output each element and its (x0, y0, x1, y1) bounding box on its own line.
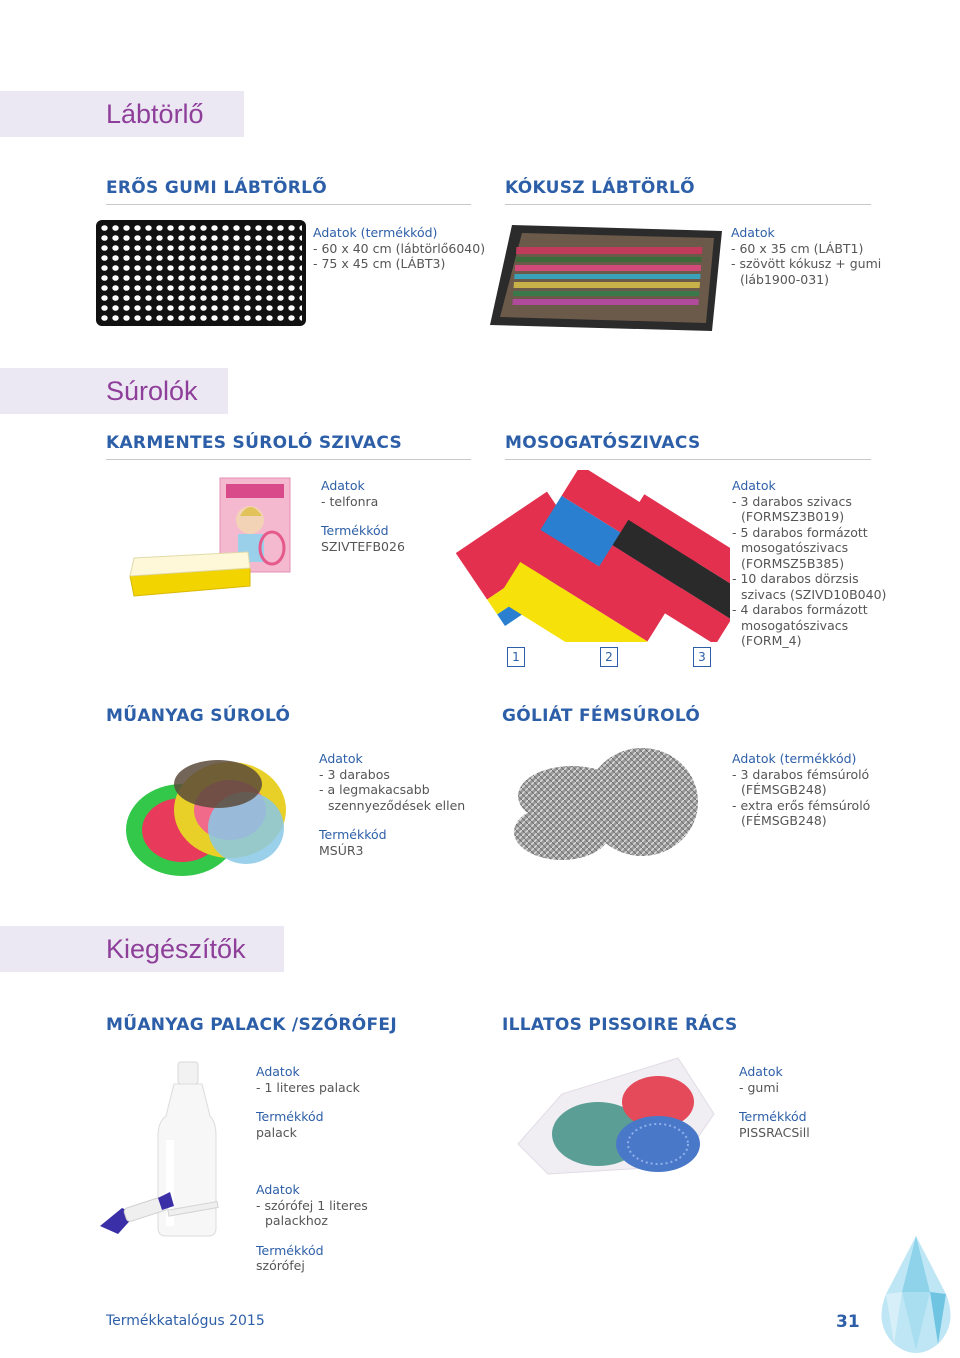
product-title-goliat: GÓLIÁT FÉMSÚROLÓ (502, 706, 701, 726)
urinal-screen-image (508, 1054, 720, 1178)
section-title-kiegeszitok: Kiegészítők (0, 926, 284, 972)
section-title-labtorlo: Lábtörlő (0, 91, 244, 137)
product-code: MSÚR3 (319, 842, 364, 858)
product-code: PISSRACSill (739, 1124, 810, 1140)
section-title-surolok: Súrolók (0, 368, 228, 414)
code-label: Termékkód (256, 1109, 324, 1124)
code-label: Termékkód (256, 1242, 324, 1258)
variant-number-3: 3 (693, 647, 711, 667)
water-drop-logo-icon (872, 1232, 960, 1358)
data-label: Adatok (731, 225, 775, 240)
coconut-mat-image (490, 225, 722, 331)
info-goliat (732, 751, 870, 829)
data-line: - gumi (739, 1079, 779, 1095)
product-title-muanyag-suro: MŰANYAG SÚROLÓ (106, 706, 291, 726)
data-line: mosogatószivacs (741, 617, 849, 633)
code-label: Termékkód (739, 1109, 807, 1124)
data-label: Adatok (256, 1064, 300, 1079)
data-line: - szórófej 1 literes (256, 1197, 368, 1213)
data-line: - 10 darabos dörzsis (732, 571, 859, 586)
rubber-mat-image (96, 220, 306, 326)
product-code: SZIVTEFB026 (321, 538, 405, 554)
data-line: - 3 darabos fémsúroló (732, 766, 870, 782)
data-label: Adatok (termékkód) (313, 225, 438, 240)
data-label: Adatok (732, 478, 776, 493)
data-line: - 1 literes palack (256, 1079, 360, 1095)
data-line: (FORM_4) (741, 633, 802, 648)
code-label: Termékkód (321, 523, 389, 538)
product-title-eros-gumi: ERŐS GUMI LÁBTÖRLŐ (106, 178, 471, 205)
data-label: Adatok (319, 751, 363, 766)
product-title-mosogato: MOSOGATÓSZIVACS (505, 433, 871, 460)
steel-scrubbers-image (510, 746, 706, 866)
info-mosogato (732, 478, 886, 649)
code-label: Termékkód (319, 827, 387, 842)
product-title-karmentes: KARMENTES SÚROLÓ SZIVACS (106, 433, 471, 460)
variant-number-2: 2 (600, 647, 618, 667)
info-eros-gumi (313, 225, 485, 272)
variant-number-1: 1 (507, 647, 525, 667)
data-line: - 4 darabos formázott (732, 602, 868, 617)
data-line: - 75 x 45 cm (LÁBT3) (313, 256, 446, 271)
data-label: Adatok (739, 1064, 783, 1079)
data-line: - 3 darabos szivacs (732, 493, 852, 509)
product-code: szórófej (256, 1258, 305, 1273)
data-line: - telfonra (321, 493, 379, 509)
data-label: Adatok (321, 478, 365, 493)
data-line: palackhoz (265, 1213, 328, 1228)
scrub-sponge-image (128, 476, 298, 604)
product-title-pissoire: ILLATOS PISSOIRE RÁCS (502, 1015, 738, 1035)
data-line: (FÉMSGB248) (741, 813, 827, 828)
data-line: - a legmakacsabb (319, 782, 430, 797)
info-szorofej (256, 1182, 368, 1274)
product-title-kokusz: KÓKUSZ LÁBTÖRLŐ (505, 178, 871, 205)
sprayer-head-image (96, 1188, 226, 1242)
data-label: Adatok (256, 1182, 300, 1197)
data-line: (láb1900-031) (740, 271, 830, 287)
dish-sponges-image (454, 470, 730, 642)
page-number: 31 (836, 1312, 860, 1332)
product-title-palack: MŰANYAG PALACK /SZÓRÓFEJ (106, 1015, 397, 1035)
info-palack (256, 1064, 360, 1140)
info-karmentes (321, 478, 405, 554)
data-line: (FORMSZ5B385) (741, 555, 845, 571)
data-line: - 60 x 35 cm (LÁBT1) (731, 240, 864, 256)
data-line: szivacs (SZIVD10B040) (741, 586, 887, 602)
data-line: szennyeződések ellen (328, 797, 466, 813)
data-line: (FORMSZ3B019) (741, 509, 845, 524)
data-line: (FÉMSGB248) (741, 782, 827, 797)
data-line: - 60 x 40 cm (lábtörlő6040) (313, 240, 486, 256)
data-line: - extra erős fémsúroló (732, 797, 871, 813)
data-line: - 3 darabos (319, 766, 390, 782)
catalog-footer: Termékkatalógus 2015 (106, 1313, 265, 1329)
data-line: - szövött kókusz + gumi (731, 256, 882, 271)
product-code: palack (256, 1124, 297, 1140)
info-muanyag-suro (319, 751, 465, 858)
info-kokusz (731, 225, 881, 287)
plastic-scrubber-image (122, 748, 302, 878)
data-line: mosogatószivacs (741, 540, 849, 555)
data-line: - 5 darabos formázott (732, 524, 868, 540)
data-label: Adatok (termékkód) (732, 751, 857, 766)
info-pissoire (739, 1064, 810, 1140)
